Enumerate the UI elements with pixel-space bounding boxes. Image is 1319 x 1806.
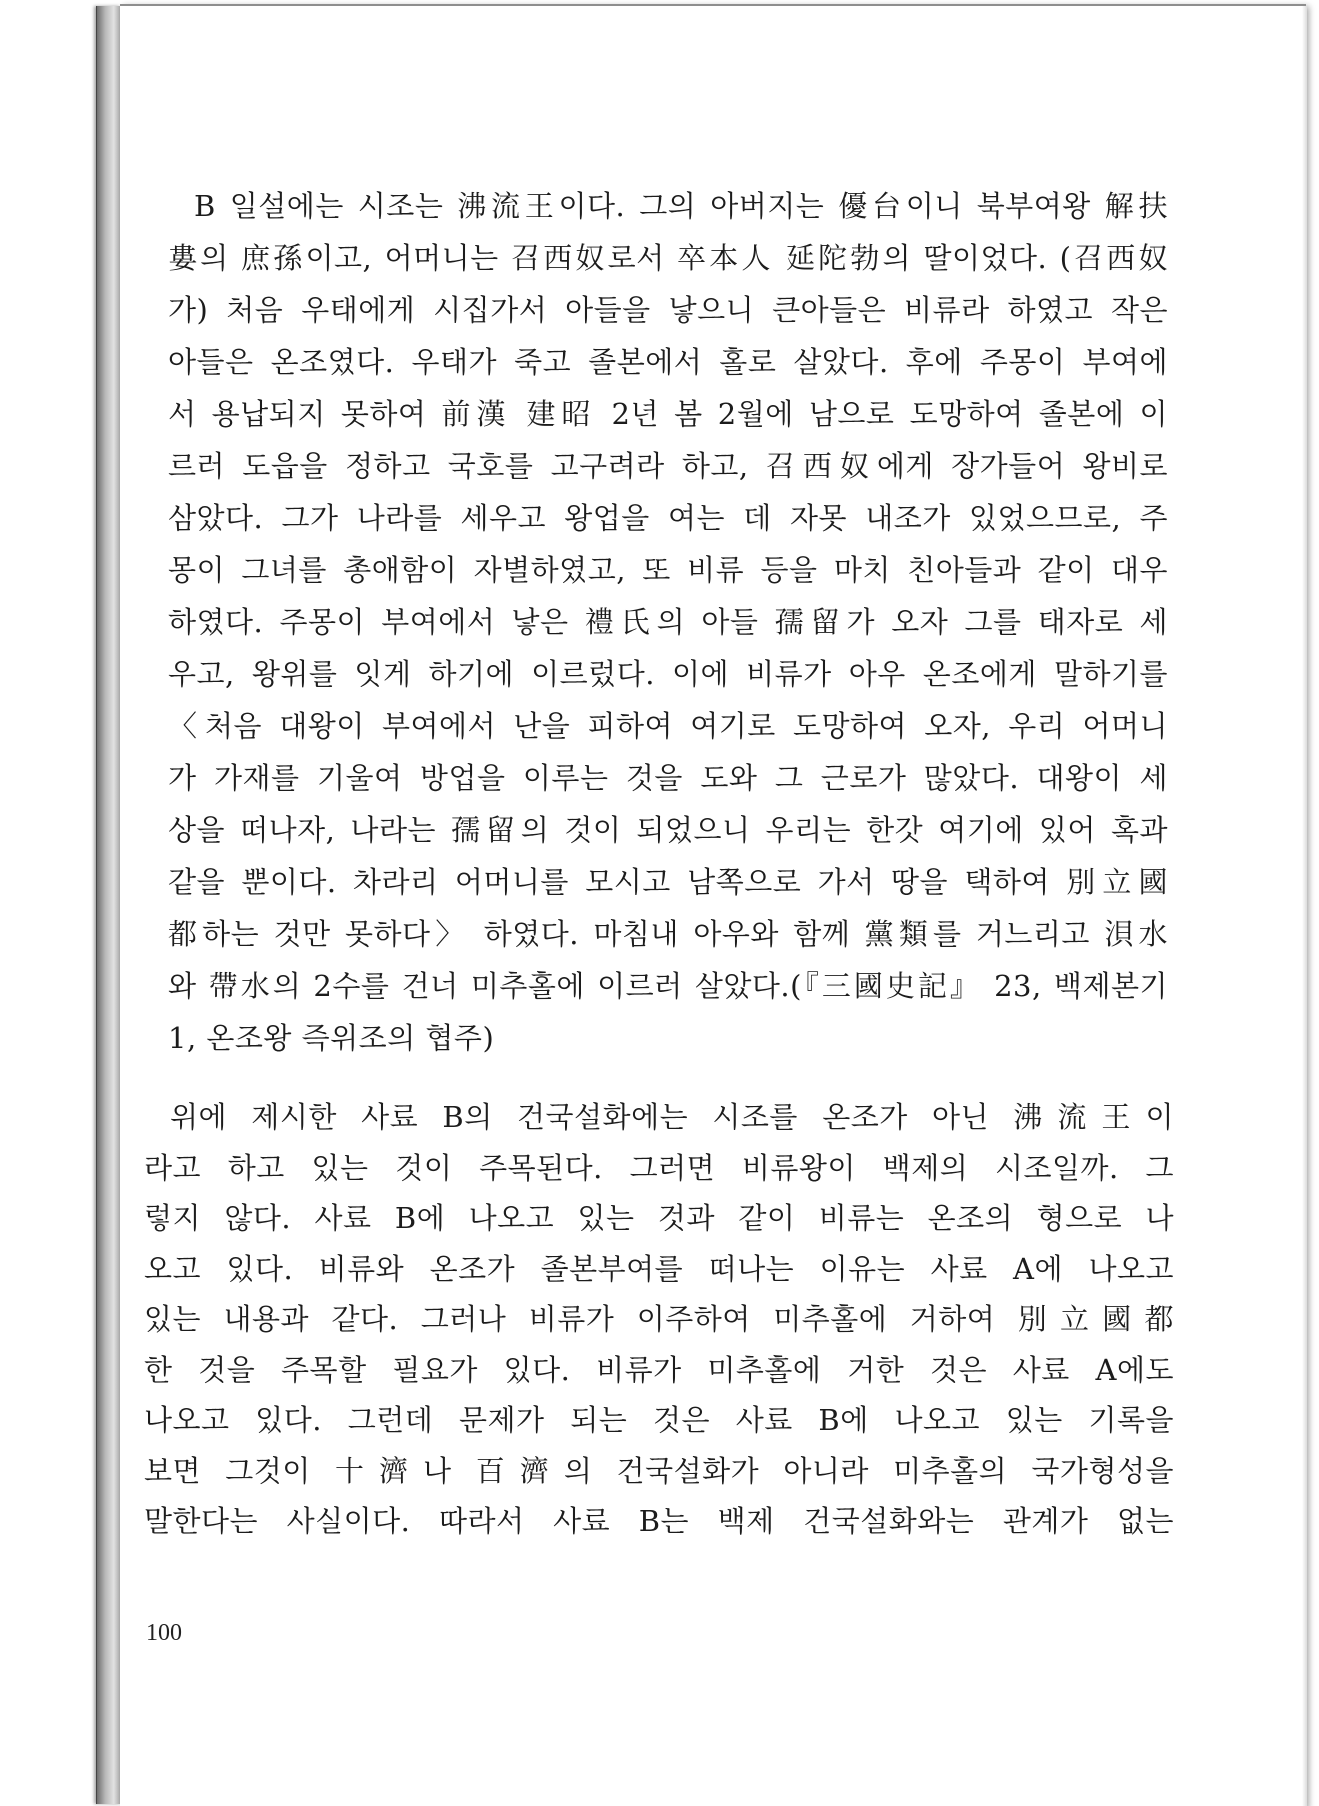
body-line: 말한다는 사실이다. 따라서 사료 B는 백제 건국설화와는 관계가 없는 [144, 1504, 1174, 1538]
quote-line: 〈처음 대왕이 부여에서 난을 피하여 여기로 도망하여 오자, 우리 어머니 [168, 709, 1168, 743]
quote-line: 몽이 그녀를 총애함이 자별하였고, 또 비류 등을 마치 친아들과 같이 대우 [168, 553, 1168, 587]
body-line: 한 것을 주목할 필요가 있다. 비류가 미추홀에 거한 것은 사료 A에도 [144, 1352, 1174, 1387]
body-line: 보면 그것이 十濟나 百濟의 건국설화가 아니라 미추홀의 국가형성을 [144, 1453, 1174, 1488]
page-edge [1302, 6, 1307, 1806]
quote-line: 하였다. 주몽이 부여에서 낳은 禮氏의 아들 孺留가 오자 그를 태자로 세 [168, 605, 1168, 639]
quote-line: 삼았다. 그가 나라를 세우고 왕업을 여는 데 자못 내조가 있었으므로, 주 [168, 501, 1168, 535]
body-line: 렇지 않다. 사료 B에 나오고 있는 것과 같이 비류는 온조의 형으로 나 [144, 1201, 1174, 1235]
body-line: 나오고 있다. 그런데 문제가 되는 것은 사료 B에 나오고 있는 기록을 [144, 1403, 1174, 1437]
quote-line: 와 帶水의 2수를 건너 미추홀에 이르러 살았다.(『三國史記』 23, 백제본기 [168, 969, 1168, 1003]
quote-line: 가) 처음 우태에게 시집가서 아들을 낳으니 큰아들은 비류라 하였고 작은 [168, 293, 1168, 327]
body-line: 오고 있다. 비류와 온조가 졸본부여를 떠나는 이유는 사료 A에 나오고 [144, 1251, 1174, 1286]
quote-line: 르러 도읍을 정하고 국호를 고구려라 하고, 召西奴에게 장가들어 왕비로 [168, 449, 1168, 483]
quote-line: 우고, 왕위를 잇게 하기에 이르렀다. 이에 비류가 아우 온조에게 말하기를 [168, 657, 1168, 691]
body-line: 라고 하고 있는 것이 주목된다. 그러면 비류왕이 백제의 시조일까. 그 [144, 1150, 1174, 1185]
page-number: 100 [146, 1620, 182, 1646]
quote-line: 1, 온조왕 즉위조의 협주) [168, 1021, 495, 1055]
quote-line: 서 용납되지 못하여 前漢 建昭 2년 봄 2월에 남으로 도망하여 졸본에 이 [168, 397, 1168, 431]
quote-line: 아들은 온조였다. 우태가 죽고 졸본에서 홀로 살았다. 후에 주몽이 부여에 [168, 345, 1168, 379]
body-paragraph [144, 1092, 1174, 1547]
book-spine [96, 6, 121, 1804]
body-line: 위에 제시한 사료 B의 건국설화에는 시조를 온조가 아닌 沸流王이 [170, 1100, 1174, 1134]
quote-line: 가 가재를 기울여 방업을 이루는 것을 도와 그 근로가 많았다. 대왕이 세 [168, 761, 1168, 795]
quote-line: 같을 뿐이다. 차라리 어머니를 모시고 남쪽으로 가서 땅을 택하여 別立國 [168, 865, 1168, 899]
quote-line: B 일설에는 시조는 沸流王이다. 그의 아버지는 優台이니 북부여왕 解扶 [194, 189, 1168, 223]
quoted-source-passage [168, 180, 1168, 1064]
body-line: 있는 내용과 같다. 그러나 비류가 이주하여 미추홀에 거하여 別立國都 [144, 1302, 1174, 1336]
quote-line: 상을 떠나자, 나라는 孺留의 것이 되었으니 우리는 한갓 여기에 있어 혹과 [168, 813, 1168, 847]
quote-line: 都하는 것만 못하다〉 하였다. 마침내 아우와 함께 黨類를 거느리고 浿水 [168, 917, 1168, 951]
quote-line: 婁의 庶孫이고, 어머니는 召西奴로서 卒本人 延陀勃의 딸이었다. (召西奴 [168, 241, 1168, 275]
